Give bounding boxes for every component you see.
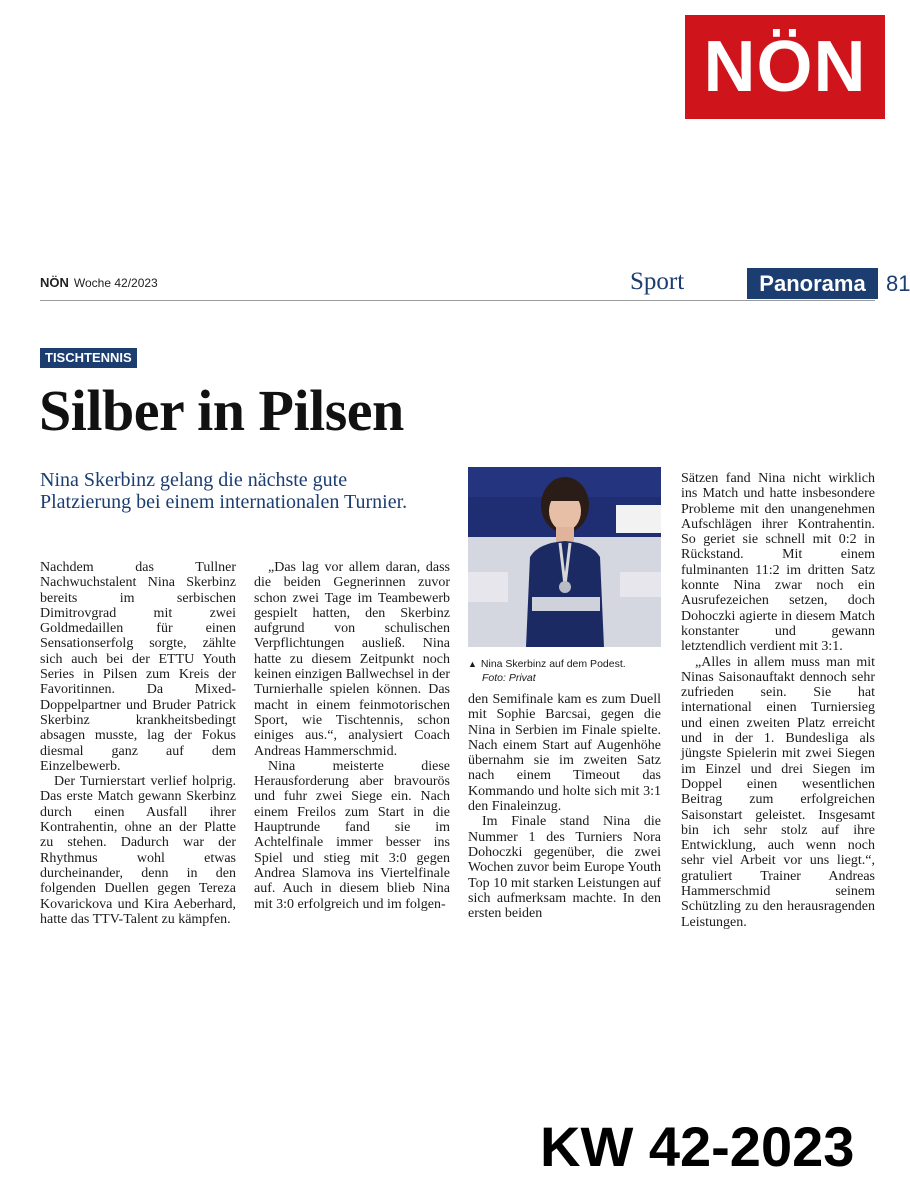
paragraph: Der Turnierstart verlief holprig. Das erste Match gewann Skerbinz durch einen Ausfall ihrer Kontrahentin, ohne an der Platte zu stehen. Dadurch war der Rhythmus wohl etwas durcheinander, denn in den folgenden Duellen gegen Tereza Kovarickova und Kira Aeberhard, hatte das TTV-Talent zu kämpfen. <box>40 774 236 927</box>
article-column-1 <box>40 560 236 927</box>
article-column-3 <box>468 692 661 921</box>
paragraph: Nachdem das Tullner Nachwuchstalent Nina Skerbinz bereits im serbischen Dimitrovgrad mit zwei Goldmedaillen für einen Sensationserfolg sorgte, zählte sich auch bei der ETTU Youth Series in Pilsen zum Kreis der Favoritinnen. Da Mixed-Doppelpartner und Bruder Patrick Skerbinz krankheitsbedingt absagen musste, lag der Fokus diesmal ganz auf dem Einzelbewerb. <box>40 560 236 774</box>
paragraph: Sätzen fand Nina nicht wirklich ins Match und hatte insbesondere Probleme mit den unangenehmen Aufschlägen ihrer Kontrahentin. So geriet sie schnell mit 0:2 in Rückstand. Mit einem fulminanten 11:2 im dritten Satz konnte Nina zwar noch ein Ausrufezeichen setzen, doch Dohoczki agierte in diesem Match konstanter und gewann letztendlich verdient mit 3:1. <box>681 471 875 655</box>
non-logo: NÖN <box>685 15 885 119</box>
athlete-photo <box>468 467 661 647</box>
paragraph: „Das lag vor allem daran, dass die beiden Gegnerinnen zuvor schon zwei Tage im Teambewerb gespielt hatten, den Skerbinz aufgrund von schulischen Verpflichtungen ausließ. Nina hatte zu diesem Zeitpunkt noch keinen einzigen Ballwechsel in der Turnierhalle spielen können. Das macht in einem feinmotorischen Sport, wie Tischtennis, schon einiges aus.“, analysiert Coach Andreas Hammerschmid. <box>254 560 450 759</box>
paragraph: Nina meisterte diese Herausforderung aber bravourös und fuhr zwei Siege ein. Nach einem Freilos zum Start in die Hauptrunde fand sie im Achtelfinale immer besser ins Spiel und stieg mit 3:0 gegen Andrea Slamova ins Viertelfinale auf. Auch in diesem blieb Nina mit 3:0 erfolgreich und im folgen- <box>254 758 450 912</box>
paragraph: Im Finale stand Nina die Nummer 1 des Turniers Nora Dohoczki gegenüber, die zwei Wochen zuvor beim Europe Youth Top 10 mit starken Leistungen auf sich aufmerksam machte. In den ersten beiden <box>468 814 661 922</box>
paragraph: „Alles in allem muss man mit Ninas Saisonauftakt dennoch sehr zufrieden sein. Sie hat international einen Turniersieg und einen zweiten Platz erreicht und in der 1. Bundesliga als jüngste Spielerin mit zwei Siegen im Einzel und drei Siegen im Doppel einen wesentlichen Beitrag zum erfolgreichen Saisonstart geleistet. Insgesamt bin ich sehr stolz auf ihre Entwicklung, auch wenn noch sehr viel Arbeit vor uns liegt.“, gratuliert Trainer Andreas Hammerschmid seinem Schützling zu den herausragenden Leistungen. <box>681 654 875 930</box>
section-label: Sport <box>630 268 685 295</box>
photo-credit: Foto: Privat <box>482 672 536 684</box>
article-column-2 <box>254 560 450 912</box>
issue-info <box>40 275 158 290</box>
publication-name: NÖN <box>40 275 69 290</box>
subsection-label: Panorama <box>747 268 878 299</box>
photo-caption <box>468 657 661 685</box>
issue-week: Woche 42/2023 <box>73 276 158 290</box>
topic-tag: TISCHTENNIS <box>40 348 137 368</box>
caption-triangle-icon: ▲ <box>468 659 477 669</box>
paragraph: den Semifinale kam es zum Duell mit Sophie Barcsai, gegen die Nina in Serbien im Finale spielte. Nach einem Start auf Augenhöhe übernahm sie im zweiten Satz nach einem Timeout das Kommando und holte sich mit 3:1 den Finaleinzug. <box>468 692 661 815</box>
page-header <box>40 268 910 301</box>
headline: Silber in Pilsen <box>39 378 404 443</box>
lead-paragraph: Nina Skerbinz gelang die nächste gute Platzierung bei einem internationalen Turnier. <box>40 469 408 513</box>
page-number: 81 <box>886 271 910 296</box>
caption-text: Nina Skerbinz auf dem Podest. <box>480 658 626 670</box>
article-column-4 <box>681 471 875 930</box>
calendar-week-label: KW 42-2023 <box>540 1115 855 1178</box>
